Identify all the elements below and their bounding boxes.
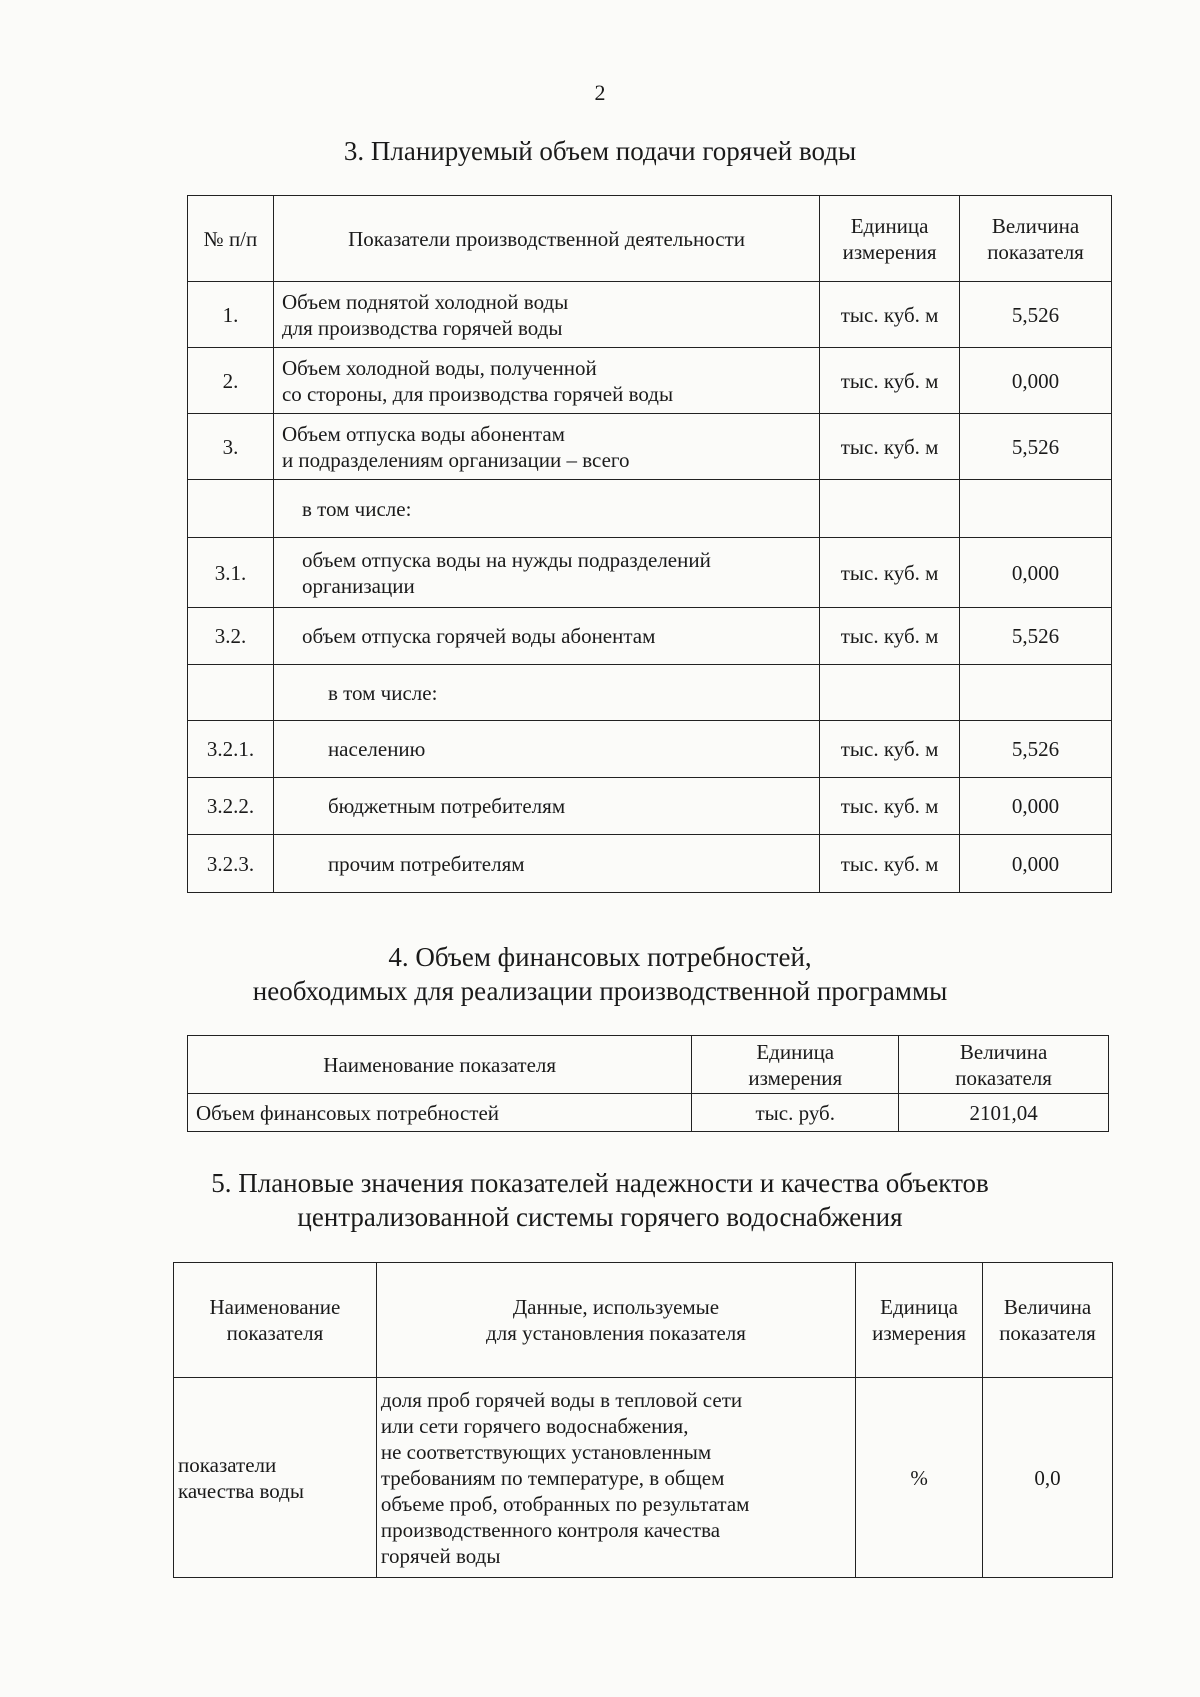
table-header-row <box>174 1263 1113 1378</box>
section3-title: 3. Планируемый объем подачи горячей воды <box>343 136 857 166</box>
header-value: Величина показателя <box>899 1036 1109 1094</box>
header-indicator: Показатели производственной деятельности <box>273 196 819 282</box>
header-value: Величина показателя <box>983 1263 1113 1378</box>
table-row: 2. Объем холодной воды, полученной со стороны, для производства горячей воды тыс. куб. м 0,000 <box>188 348 1112 414</box>
table-header-row <box>188 1036 1109 1094</box>
table-row: 1. Объем поднятой холодной воды для производства горячей воды тыс. куб. м 5,526 <box>188 282 1112 348</box>
header-unit: Единица измерения <box>820 196 960 282</box>
header-name: Наименование показателя <box>188 1036 692 1094</box>
table-row: Объем финансовых потребностей тыс. руб. 2101,04 <box>188 1094 1109 1132</box>
header-data: Данные, используемые для установления показателя <box>376 1263 855 1378</box>
table-row: 3.2.3. прочим потребителям тыс. куб. м 0,000 <box>188 835 1112 893</box>
page-number: 2 <box>594 80 606 105</box>
header-num: № п/п <box>188 196 274 282</box>
header-unit: Единица измерения <box>856 1263 983 1378</box>
table-row: в том числе: <box>188 480 1112 538</box>
header-value: Величина показателя <box>960 196 1112 282</box>
table-row: 3. Объем отпуска воды абонентам и подразделениям организации – всего тыс. куб. м 5,526 <box>188 414 1112 480</box>
table-row: в том числе: <box>188 665 1112 721</box>
header-unit: Единица измерения <box>692 1036 899 1094</box>
section5-title: 5. Плановые значения показателей надежности и качества объектов централизованной системы горячего водоснабжения <box>211 1168 989 1232</box>
data-description: доля проб горячей воды в тепловой сети или сети горячего водоснабжения, не соответствующих установленным требованиям по температуре, в общем объеме проб, отобранных по результатам производственного контроля качества горячей воды <box>376 1378 855 1578</box>
hot-water-supply-table <box>187 195 1112 893</box>
table-header-row <box>188 196 1112 282</box>
table-row: 3.2.1. населению тыс. куб. м 5,526 <box>188 721 1112 778</box>
table-row: показатели качества воды доля проб горячей воды в тепловой сети или сети горячего водоснабжения, не соответствующих установленным требованиям по температуре, в общем объеме проб, отобранных по результатам производственного контроля качества горячей воды % 0,0 <box>174 1378 1113 1578</box>
table-row: 3.1. объем отпуска воды на нужды подразделений организации тыс. куб. м 0,000 <box>188 538 1112 608</box>
section4-title: 4. Объем финансовых потребностей, необходимых для реализации производственной программы <box>252 942 948 1006</box>
table-row: 3.2. объем отпуска горячей воды абонентам тыс. куб. м 5,526 <box>188 608 1112 665</box>
quality-indicators-table <box>173 1262 1113 1578</box>
financial-needs-table <box>187 1035 1109 1132</box>
header-name: Наименование показателя <box>174 1263 377 1378</box>
table-row: 3.2.2. бюджетным потребителям тыс. куб. м 0,000 <box>188 778 1112 835</box>
